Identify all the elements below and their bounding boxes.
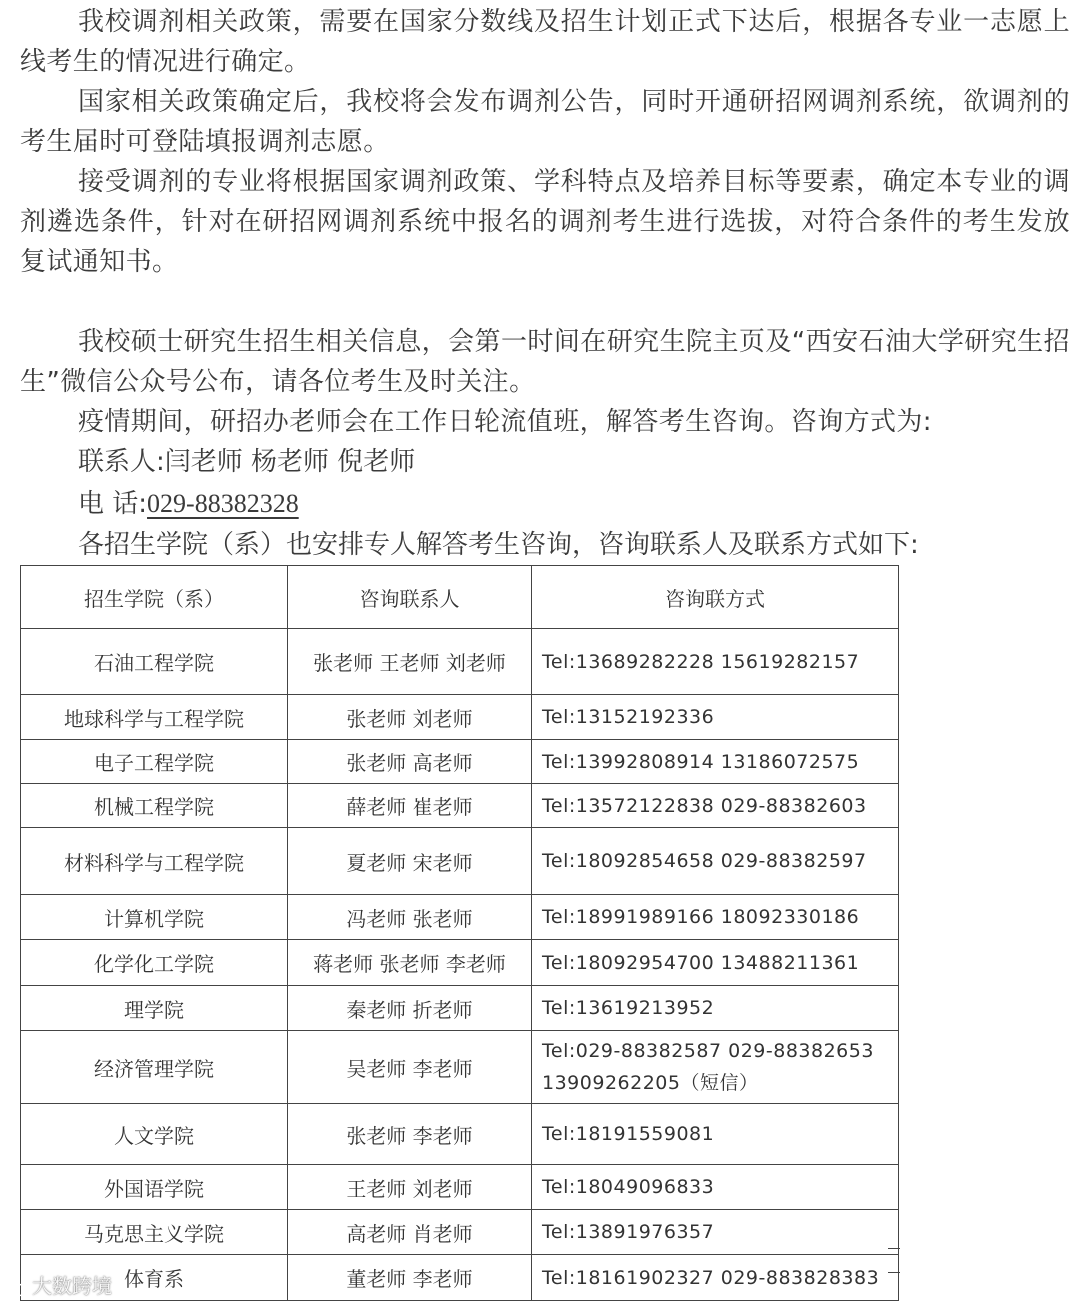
contact-tel: Tel:13619213952 (532, 986, 899, 1031)
contact-persons: 夏老师 宋老师 (288, 828, 532, 895)
table-row (21, 784, 899, 828)
college-name: 马克思主义学院 (21, 1210, 288, 1255)
contact-tel: Tel:029-88382587 029-88382653 13909262205（短信） (532, 1031, 899, 1104)
table-intro-line: 各招生学院（系）也安排专人解答考生咨询，咨询联系人及联系方式如下: (78, 530, 919, 560)
contact-tel: Tel:18161902327 029-883828383 (532, 1255, 899, 1301)
college-name: 计算机学院 (21, 895, 288, 940)
college-name: 化学化工学院 (21, 940, 288, 986)
contact-persons-line: 联系人:闫老师 杨老师 倪老师 (78, 447, 416, 477)
college-name: 电子工程学院 (21, 740, 288, 784)
table-row (21, 1255, 899, 1301)
contact-persons: 董老师 李老师 (288, 1255, 532, 1301)
college-name: 机械工程学院 (21, 784, 288, 828)
college-name: 石油工程学院 (21, 629, 288, 695)
college-name: 理学院 (21, 986, 288, 1031)
college-name: 外国语学院 (21, 1165, 288, 1210)
table-edge-mark (888, 1272, 900, 1273)
contact-persons: 王老师 刘老师 (288, 1165, 532, 1210)
table-header-row (21, 566, 899, 629)
table-row (21, 695, 899, 740)
contact-tel: Tel:13689282228 15619282157 (532, 629, 899, 695)
table-row (21, 740, 899, 784)
wechat-logo-icon (2, 1279, 28, 1297)
contact-persons: 张老师 王老师 刘老师 (288, 629, 532, 695)
table-row (21, 1104, 899, 1165)
table-row (21, 940, 899, 986)
phone-line (78, 483, 1070, 525)
paragraph-adjustment-announcement: 国家相关政策确定后，我校将会发布调剂公告，同时开通研招网调剂系统，欲调剂的考生届时可登陆填报调剂志愿。 (20, 87, 1070, 157)
contact-tel: Tel:18092854658 029-88382597 (532, 828, 899, 895)
header-contact-method: 咨询联方式 (532, 566, 899, 629)
table-edge-mark (888, 1248, 900, 1249)
paragraph-consultation-intro: 疫情期间，研招办老师会在工作日轮流值班，解答考生咨询。咨询方式为: (78, 407, 932, 437)
table-row (21, 828, 899, 895)
contact-tel: Tel:13992808914 13186072575 (532, 740, 899, 784)
table-row (21, 629, 899, 695)
table-row (21, 1165, 899, 1210)
contact-persons: 蒋老师 张老师 李老师 (288, 940, 532, 986)
paragraph-admission-info: 我校硕士研究生招生相关信息，会第一时间在研究生院主页及“西安石油大学研究生招生”微信公众号公布，请各位考生及时关注。 (20, 327, 1070, 397)
college-name: 人文学院 (21, 1104, 288, 1165)
contact-tel: Tel:13891976357 (532, 1210, 899, 1255)
paragraph-spacer (20, 282, 1070, 322)
table-row (21, 986, 899, 1031)
contact-persons: 高老师 肖老师 (288, 1210, 532, 1255)
contact-tel: Tel:13152192336 (532, 695, 899, 740)
contact-tel: Tel:18049096833 (532, 1165, 899, 1210)
paragraph-adjustment-policy: 我校调剂相关政策，需要在国家分数线及招生计划正式下达后，根据各专业一志愿上线考生的情况进行确定。 (20, 7, 1070, 77)
header-contact-person: 咨询联系人 (288, 566, 532, 629)
contact-tel: Tel:18991989166 18092330186 (532, 895, 899, 940)
phone-label: 电 话: (78, 489, 148, 519)
contact-persons: 薛老师 崔老师 (288, 784, 532, 828)
table-row (21, 895, 899, 940)
contact-persons: 秦老师 折老师 (288, 986, 532, 1031)
college-contacts-table (20, 565, 899, 1301)
college-name: 地球科学与工程学院 (21, 695, 288, 740)
article-body (20, 0, 1070, 566)
contact-persons: 张老师 刘老师 (288, 695, 532, 740)
contact-persons: 吴老师 李老师 (288, 1031, 532, 1104)
college-name: 体育系 (21, 1255, 288, 1301)
college-name: 材料科学与工程学院 (21, 828, 288, 895)
contact-persons: 张老师 李老师 (288, 1104, 532, 1165)
contact-tel: Tel:18191559081 (532, 1104, 899, 1165)
table-row (21, 1031, 899, 1104)
contact-persons: 张老师 高老师 (288, 740, 532, 784)
table-row (21, 1210, 899, 1255)
contact-tel: Tel:13572122838 029-88382603 (532, 784, 899, 828)
college-name: 经济管理学院 (21, 1031, 288, 1104)
header-college: 招生学院（系） (21, 566, 288, 629)
watermark-text: 大数跨境 (32, 1274, 112, 1298)
paragraph-selection-criteria: 接受调剂的专业将根据国家调剂政策、学科特点及培养目标等要素，确定本专业的调剂遴选条件，针对在研招网调剂系统中报名的调剂考生进行选拔，对符合条件的考生发放复试通知书。 (20, 167, 1070, 277)
phone-number-link[interactable]: 029-88382328 (147, 489, 299, 518)
contact-persons: 冯老师 张老师 (288, 895, 532, 940)
watermark (2, 1270, 112, 1299)
contact-tel: Tel:18092954700 13488211361 (532, 940, 899, 986)
